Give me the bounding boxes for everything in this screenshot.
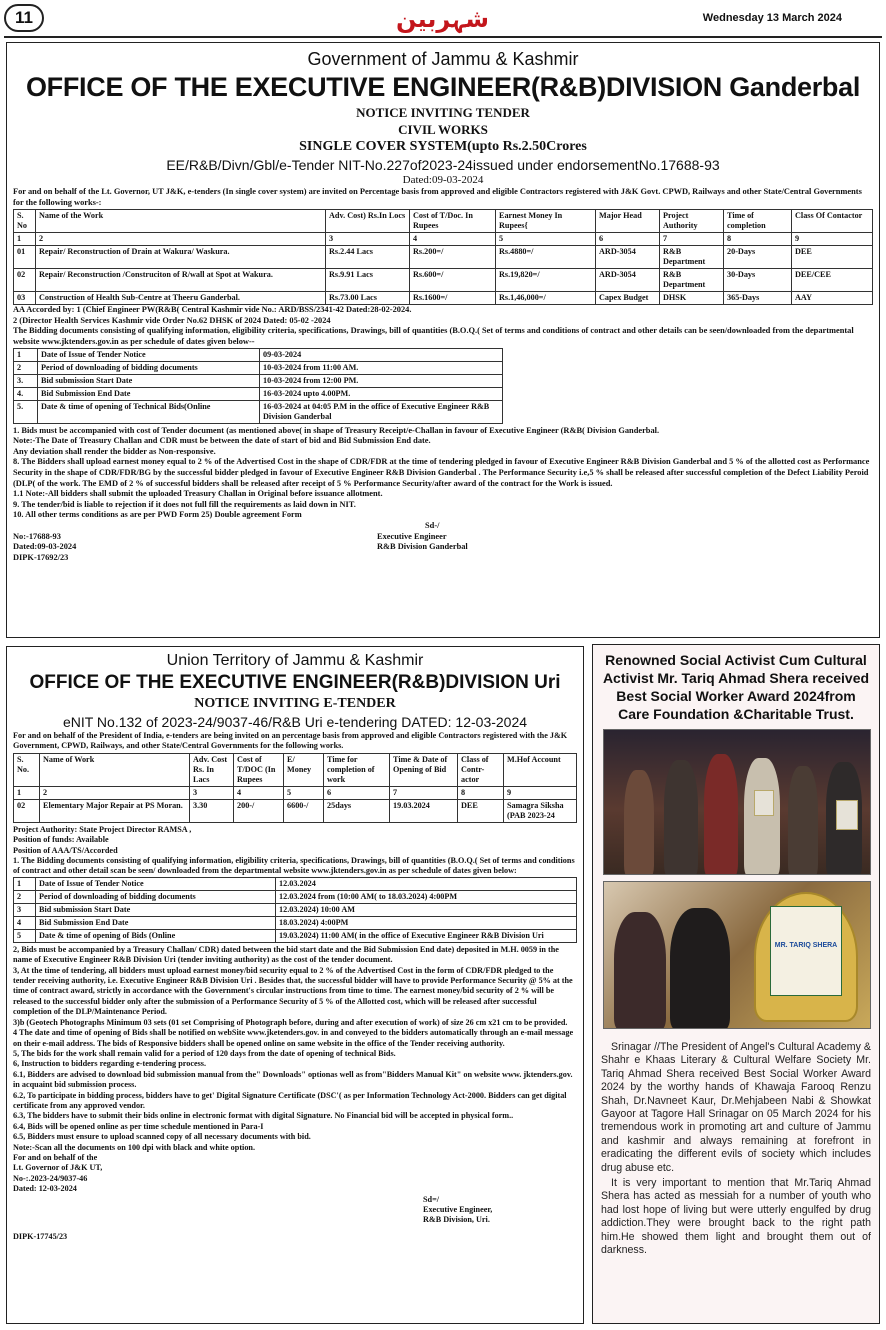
condition-item: Any deviation shall render the bidder as Non-responsive.	[13, 446, 216, 456]
aa-accorded-2: 2 (Director Health Services Kashmir vide Order No.62 DHSK of 2024 Dated: 05-02 -2024	[13, 315, 331, 325]
reference-date: Dated:09-03-2024	[13, 542, 77, 552]
condition-item: 3)b (Geotech Photographs Minimum 03 sets (01 set Comprising of Photograph before, during and after execution of work) of size 26 cm x21 cm to be provided.	[13, 1017, 568, 1027]
table-cell: 2	[36, 233, 326, 246]
works-heading: CIVIL WORKS	[398, 122, 488, 137]
condition-item: Note:-Scan all the documents on 100 dpi with black and white option.	[13, 1142, 256, 1152]
article-paragraph: Srinagar //The President of Angel's Cultural Academy & Shahr e Khaas Literary & Cultural Welfare Society Mr. Tariq Ahmad Shera received Best Social Worker Award 2024 by the worthy hands of Khawaja Farooq Renzu Shah, Dr.Navneet Kaur, Dr.Mehjabeen Nabi & Showkat Gayoor at Tagore Hall Srinagar on 05 March 2024 for his tremendous work in promoting art and culture of Jammu and kashmir and always remaining at forefront in eradicating the different evils of society which includes drug abuse etc.	[601, 1041, 871, 1174]
issue-date: Wednesday 13 March 2024	[702, 12, 842, 24]
table-row	[14, 799, 577, 822]
table-header-cell: Class of Contr- actor	[458, 753, 504, 786]
intro-text: For and on behalf of the President of India, e-tenders are being invited on an percentage basis from approved and eligible Contractors registered with the J&K Government, CPWD, Railways, and other State/Central Governments for the following works.	[13, 731, 568, 751]
table-cell: 19.03.2024	[390, 799, 458, 822]
table-header-cell: Name of Work	[40, 753, 190, 786]
newspaper-masthead-logo: شہربین	[396, 5, 489, 33]
photo-collage	[601, 729, 871, 1029]
award-ceremony-photo	[603, 729, 871, 875]
table-cell: 6	[324, 786, 390, 799]
condition-item: 3, At the time of tendering, all bidders must upload earnest money/bid security equal to 2 % of the Advertised Cost in the form of CDR/FDR pledged to the tender receiving authority, i.e. Executive Engineer R&B Division Uri . Besides that, the successful bidder will have to provide Performance Security @ 5% at the time of contract award, strictly in accordance with the Government's circular instructions from time to time. The earnest money/bid security of 2 % will be released to the successful bidder only after the submission of a Performance Security of 5 % of the Allotted cost, which will be released after successful completion of the DLP/Maintenance Period.	[13, 965, 573, 1017]
table-cell: Rs.600=/	[410, 269, 496, 292]
table-cell: DEE/CEE	[792, 269, 873, 292]
table-cell: AAY	[792, 292, 873, 305]
header-rule	[4, 36, 882, 38]
reference-number: No-:.2023-24/9037-46	[13, 1173, 88, 1183]
table-cell: 6	[596, 233, 660, 246]
table-cell: 25days	[324, 799, 390, 822]
condition-item: 9. The tender/bid is liable to rejection if it does not full fill the requirements as laid down in NIT.	[13, 499, 356, 509]
table-cell: 02	[14, 799, 40, 822]
table-cell: 365-Days	[724, 292, 792, 305]
bidding-documents-text: 1. The Bidding documents consisting of qualifying information, eligibility criteria, specifications, Drawings, bill of quantities (B.O.Q.( Set of terms and conditions of contract and other detail scan be seen/ downloaded from the departmental website www.jktenders.gov.in as per schedule of dates given below:	[13, 856, 575, 876]
table-cell: Elementary Major Repair at PS Moran.	[40, 799, 190, 822]
table-cell: 5	[14, 929, 36, 942]
table-cell: 2	[14, 890, 36, 903]
table-header-cell: Cost of T/Doc. In Rupees	[410, 210, 496, 233]
table-cell: 16-03-2024 upto 4.00PM.	[260, 387, 503, 400]
condition-item: 6.1, Bidders are advised to download bid submission manual from the" Downloads" optionas well as from"Bidders Manual Kit" on website www. jktenders.gov. in acquaint bid submission process.	[13, 1069, 573, 1090]
cover-system-heading: SINGLE COVER SYSTEM(upto Rs.2.50Crores	[299, 139, 587, 154]
table-cell: Bid submission Start Date	[36, 903, 276, 916]
table-cell: 200-/	[234, 799, 284, 822]
trophy-plaque-text: MR. TARIQ SHERA	[774, 942, 838, 949]
table-cell: 5	[496, 233, 596, 246]
condition-item: 10. All other terms conditions as are per PWD Form 25) Double agreement Form	[13, 510, 302, 520]
table-cell: Rs.1600=/	[410, 292, 496, 305]
table-cell: 12.03.2024) 10:00 AM	[276, 903, 577, 916]
table-cell: 30-Days	[724, 269, 792, 292]
signatory-title: Executive Engineer	[377, 531, 447, 541]
project-authority: Project Authority: State Project Director RAMSA ,	[13, 824, 192, 834]
tender-notice-ganderbal	[6, 42, 880, 638]
dipk-number: DIPK-17692/23	[13, 552, 69, 562]
table-header-cell: Cost of T/DOC (In Rupees	[234, 753, 284, 786]
table-cell: 3.30	[190, 799, 234, 822]
table-cell: Rs.73.00 Lacs	[326, 292, 410, 305]
table-cell: 8	[724, 233, 792, 246]
table-cell: Rs.2.44 Lacs	[326, 246, 410, 269]
table-cell: 5	[284, 786, 324, 799]
signatory-title: Executive Engineer,	[423, 1205, 493, 1214]
table-cell: Period of downloading of bidding documents	[36, 890, 276, 903]
table-row	[14, 929, 577, 942]
table-cell: 1	[14, 786, 40, 799]
notice-heading: NOTICE INVITING E-TENDER	[194, 696, 396, 711]
table-header-cell: S. No.	[14, 753, 40, 786]
table-cell: Bid Submission End Date	[38, 387, 260, 400]
condition-item: 2, Bids must be accompanied by a Treasury Challan/ CDR) dated between the bid start date and the Bid Submission End date) deposited in M.H. 0059 in the name of Executive Engineer R&B Division Uri (tender inviting authority) as the cost of the tender document.	[13, 944, 559, 965]
news-article	[592, 644, 880, 1324]
table-cell: 4	[234, 786, 284, 799]
table-header-cell: E/ Money	[284, 753, 324, 786]
bidding-documents-text: The Bidding documents consisting of qualifying information, eligibility criteria, specifications, Drawings, bill of quantities (B.O.Q.( Set of terms and conditions of contract and other details can be seen/downloaded from the departmental website www.jktenders.gov.in as per schedule of dates given below--	[13, 326, 854, 346]
table-row	[14, 269, 873, 292]
table-cell: 9	[792, 233, 873, 246]
condition-item: 6.4, Bids will be opened online as per time schedule mentioned in Para-I	[13, 1121, 264, 1131]
table-header-cell: Project Authority	[660, 210, 724, 233]
table-cell: 03	[14, 292, 36, 305]
table-cell: 8	[458, 786, 504, 799]
on-behalf-line-2: Lt. Governor of J&K UT,	[13, 1163, 103, 1173]
table-cell: DHSK	[660, 292, 724, 305]
award-trophy-photo	[603, 881, 871, 1029]
table-cell: 3	[190, 786, 234, 799]
table-header-cell: Time of completion	[724, 210, 792, 233]
table-row	[14, 348, 503, 361]
table-row	[14, 361, 503, 374]
table-row	[14, 292, 873, 305]
table-cell: 10-03-2024 from 12:00 PM.	[260, 374, 503, 387]
table-header-cell: Time for completion of work	[324, 753, 390, 786]
table-cell: Repair/ Reconstruction /Construciton of R/wall at Spot at Wakura.	[36, 269, 326, 292]
table-header-cell: Adv. Cost) Rs.In Locs	[326, 210, 410, 233]
table-cell: 19.03.2024) 11:00 AM( in the office of Executive Engineer R&B Division Uri	[276, 929, 577, 942]
table-cell: 3	[14, 903, 36, 916]
table-cell: Rs.4880=/	[496, 246, 596, 269]
condition-item: 6.5, Bidders must ensure to upload scanned copy of all necessary documents with bid.	[13, 1132, 311, 1142]
office-title: OFFICE OF THE EXECUTIVE ENGINEER(R&B)DIVISION Uri	[29, 672, 561, 693]
table-header-cell: Class Of Contactor	[792, 210, 873, 233]
table-index-row	[14, 786, 577, 799]
table-row	[14, 890, 577, 903]
notice-heading: NOTICE INVITING TENDER	[356, 105, 530, 120]
table-header-cell: S. No	[14, 210, 36, 233]
table-cell: 7	[660, 233, 724, 246]
works-table	[13, 209, 873, 305]
table-cell: ARD-3054	[596, 246, 660, 269]
table-cell: DEE	[458, 799, 504, 822]
table-row	[14, 877, 577, 890]
table-header-cell: Name of the Work	[36, 210, 326, 233]
condition-item: 5, The bids for the work shall remain valid for a period of 120 days from the date of opening of technical Bids.	[13, 1048, 396, 1058]
intro-text: For and on behalf of the Lt. Governor, UT J&K, e-tenders (In single cover system) are invited on Percentage basis from approved and eligible Contractors registered with J&K Govt. CPWD, Railways and other State/Central Governments for the following works-:	[13, 187, 862, 207]
condition-item: 6.2, To participate in bidding process, bidders have to get' Digital Signature Certificate (DSC'( as per Information Technology Act-2000. Bidders can get digital certificate from any approved vendor.	[13, 1090, 567, 1110]
position-of-funds: Position of funds: Available	[13, 835, 109, 845]
table-cell: 3	[326, 233, 410, 246]
signatory-office: R&B Division, Uri.	[423, 1215, 490, 1225]
table-cell: 16-03-2024 at 04:05 P.M in the office of Executive Engineer R&B Division Ganderbal	[260, 400, 503, 423]
table-cell: Bid Submission End Date	[36, 916, 276, 929]
table-index-row	[14, 233, 873, 246]
table-cell: 3.	[14, 374, 38, 387]
table-header-cell: Adv. Cost Rs. In Lacs	[190, 753, 234, 786]
table-header-cell: Major Head	[596, 210, 660, 233]
dipk-number: DIPK-17745/23	[13, 1231, 68, 1241]
page-number: 11	[4, 4, 44, 32]
table-cell: 12.03.2024 from (10:00 AM( to 18.03.2024) 4:00PM	[276, 890, 577, 903]
table-cell: Rs.9.91 Lacs	[326, 269, 410, 292]
table-cell: 02	[14, 269, 36, 292]
table-cell: R&B Department	[660, 246, 724, 269]
table-cell: Date & time of opening of Bids (Online	[36, 929, 276, 942]
table-cell: 18.03.2024) 4:00PM	[276, 916, 577, 929]
condition-item: 8. The Bidders shall upload earnest money equal to 2 % of the Advertised Cost in the shape of CDR/FDR at the time of tendering pledged in favour of Executive Engineer R&B Division Ganderbal and 5 % of the allotted cost as Performance Security in the shape of CDR/FDR/BG by the successful bidder pledged in favour of Executive Engineer R&B Division Ganderbal . The Performance Security i.e,5 % shall be released after successful completion of the Defect Liability Peroid (DLP( of the work. The EMD of 2 % of successful bidders shall be released after receipt of 5 % Performance Security/after award of the contract for the Work is issued.	[13, 457, 870, 488]
nit-number: EE/R&B/Divn/Gbl/e-Tender NIT-No.227of2023-24issued under endorsementNo.17688-93	[166, 157, 720, 173]
table-cell: Rs.19,820=/	[496, 269, 596, 292]
table-cell: 2	[40, 786, 190, 799]
table-cell: Rs.1,46,000=/	[496, 292, 596, 305]
table-cell: Capex Budget	[596, 292, 660, 305]
government-title: Union Territory of Jammu & Kashmir	[166, 652, 424, 669]
table-cell: 6600-/	[284, 799, 324, 822]
table-cell: 1	[14, 877, 36, 890]
table-cell: ARD-3054	[596, 269, 660, 292]
works-table	[13, 753, 577, 823]
table-cell: 4	[410, 233, 496, 246]
condition-item: Note:-The Date of Treasury Challan and CDR must be between the date of start of bid and Bid Submission End date.	[13, 436, 431, 446]
table-cell: 4.	[14, 387, 38, 400]
table-cell: 12.03.2024	[276, 877, 577, 890]
position-of-aaa: Position of AAA/TS/Accorded	[13, 845, 118, 855]
table-cell: 20-Days	[724, 246, 792, 269]
table-header-row	[14, 753, 577, 786]
condition-item: 4 The date and time of opening of Bids shall be notified on webSite www.jketenders.gov. in and conveyed to the bidders automatically through an e-mail message on their e-mail address. The bids of Responsive bidders shall be opened online on same website in the office of the Tender receiving authority.	[13, 1028, 574, 1048]
table-cell: Date of Issue of Tender Notice	[36, 877, 276, 890]
table-row	[14, 246, 873, 269]
nit-date: Dated:09-03-2024	[402, 174, 484, 186]
table-cell: 1	[14, 233, 36, 246]
table-cell: DEE	[792, 246, 873, 269]
condition-item: 1. Bids must be accompanied with cost of Tender document (as mentioned above( in shape of Treasury Receipt/e-Challan in favour of Executive Engineer (R&B( Division Ganderbal.	[13, 425, 660, 435]
schedule-table	[13, 348, 503, 424]
condition-item: 6.3, The bidders have to submit their bids online in electronic format with digital Signature. No Financial bid will be accepted in physical form..	[13, 1111, 514, 1121]
table-cell: Construction of Health Sub-Centre at Theeru Ganderbal.	[36, 292, 326, 305]
table-row	[14, 387, 503, 400]
schedule-table	[13, 877, 577, 943]
table-cell: 9	[504, 786, 577, 799]
condition-item: 1.1 Note:-All bidders shall submit the uploaded Treasury Challan in Original before issuance allotment.	[13, 489, 383, 499]
table-cell: 7	[390, 786, 458, 799]
table-header-cell: Time & Date of Opening of Bid	[390, 753, 458, 786]
on-behalf-line-1: For and on behalf of the	[13, 1152, 98, 1162]
table-row	[14, 400, 503, 423]
nit-number: eNIT No.132 of 2023-24/9037-46/R&B Uri e-tendering DATED: 12-03-2024	[62, 714, 528, 730]
table-row	[14, 916, 577, 929]
aa-accorded-1: AA Accorded by: 1 (Chief Engineer PW(R&B( Central Kashmir vide No.: ARD/BSS/2341-42 Dated:28-02-2024.	[13, 305, 412, 315]
signature-mark: Sd-/	[425, 520, 440, 530]
table-cell: 09-03-2024	[260, 348, 503, 361]
table-cell: R&B Department	[660, 269, 724, 292]
reference-date: Dated: 12-03-2024	[13, 1184, 77, 1194]
signatory-office: R&B Division Ganderbal	[377, 542, 468, 552]
table-cell: Rs.200=/	[410, 246, 496, 269]
table-row	[14, 374, 503, 387]
article-headline: Renowned Social Activist Cum Cultural Activist Mr. Tariq Ahmad Shera received Best Social Worker Award 2024from Care Foundation &Charitable Trust.	[602, 652, 870, 722]
table-cell: Period of downloading of bidding documents	[38, 361, 260, 374]
table-cell: 5.	[14, 400, 38, 423]
table-cell: Bid submission Start Date	[38, 374, 260, 387]
table-cell: Date & time of opening of Technical Bids(Online	[38, 400, 260, 423]
table-header-cell: Earnest Money In Rupees{	[496, 210, 596, 233]
table-row	[14, 903, 577, 916]
table-cell: 10-03-2024 from 11:00 AM.	[260, 361, 503, 374]
table-cell: Repair/ Reconstruction of Drain at Wakura/ Waskura.	[36, 246, 326, 269]
tender-notice-uri	[6, 646, 584, 1324]
table-header-row	[14, 210, 873, 233]
article-paragraph: It is very important to mention that Mr.Tariq Ahmad Shera has acted as messiah for a number of youth who had lost hope of living but were utterly engulfed by drug addiction.They were brought back to the right path him.He showed them light and brought them out of darkness.	[601, 1177, 871, 1257]
government-title: Government of Jammu & Kashmir	[307, 49, 579, 69]
condition-item: 6, Instruction to bidders regarding e-tendering process.	[13, 1059, 207, 1069]
table-header-cell: M.Hof Account	[504, 753, 577, 786]
office-title: OFFICE OF THE EXECUTIVE ENGINEER(R&B)DIVISION Ganderbal	[25, 72, 861, 102]
table-cell: Samagra Siksha (PAB 2023-24	[504, 799, 577, 822]
table-cell: 4	[14, 916, 36, 929]
table-cell: 2	[14, 361, 38, 374]
table-cell: Date of Issue of Tender Notice	[38, 348, 260, 361]
table-cell: 1	[14, 348, 38, 361]
table-cell: 01	[14, 246, 36, 269]
signature-mark: Sd=/	[423, 1194, 440, 1204]
reference-number: No:-17688-93	[13, 531, 61, 541]
